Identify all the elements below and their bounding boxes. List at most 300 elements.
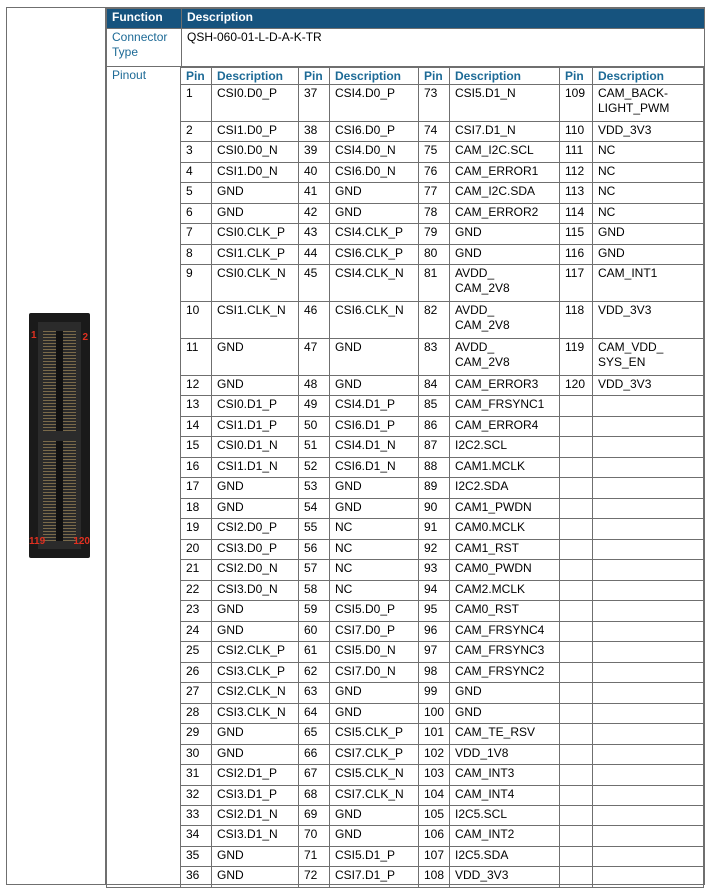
pin-number: 16 xyxy=(181,457,212,477)
table-row xyxy=(181,519,704,539)
pin-number: 42 xyxy=(299,203,330,223)
table-row xyxy=(181,785,704,805)
pin-number: 111 xyxy=(560,142,593,162)
table-row xyxy=(181,724,704,744)
pin-description: CSI3.D0_N xyxy=(212,580,299,600)
table-row xyxy=(181,244,704,264)
pin-number: 104 xyxy=(419,785,450,805)
pin-number: 10 xyxy=(181,302,212,339)
pin-number: 52 xyxy=(299,457,330,477)
pin-number xyxy=(560,621,593,641)
pin-description: CAM0.MCLK xyxy=(450,519,560,539)
pin-number: 15 xyxy=(181,437,212,457)
pin-description: CAM_ERROR1 xyxy=(450,162,560,182)
connector-type-value: QSH-060-01-L-D-A-K-TR xyxy=(182,29,705,67)
pin-description xyxy=(593,867,704,888)
pin-description: NC xyxy=(593,142,704,162)
pin-description: CSI4.CLK_P xyxy=(330,224,419,244)
pin-number: 18 xyxy=(181,498,212,518)
pin-description: CAM2.MCLK xyxy=(450,580,560,600)
pin-number: 98 xyxy=(419,662,450,682)
pin-description xyxy=(593,416,704,436)
pin-number: 61 xyxy=(299,642,330,662)
pin-description: CSI7.D0_P xyxy=(330,621,419,641)
pin-description: GND xyxy=(212,601,299,621)
pin-number: 31 xyxy=(181,765,212,785)
pin-description: NC xyxy=(330,560,419,580)
pin-number: 87 xyxy=(419,437,450,457)
table-row xyxy=(181,765,704,785)
pin-number: 25 xyxy=(181,642,212,662)
pin-number: 34 xyxy=(181,826,212,846)
pin-description: VDD_3V3 xyxy=(450,867,560,888)
pin-description: GND xyxy=(212,183,299,203)
pin-description: CAM_I2C.SDA xyxy=(450,183,560,203)
pin-description: CSI5.D0_N xyxy=(330,642,419,662)
pin-description: I2C2.SDA xyxy=(450,478,560,498)
pin-number: 30 xyxy=(181,744,212,764)
pin-number xyxy=(560,724,593,744)
photo-label-pin-119: 119 xyxy=(29,536,46,547)
pin-number: 72 xyxy=(299,867,330,888)
pin-number: 44 xyxy=(299,244,330,264)
pin-number: 93 xyxy=(419,560,450,580)
pin-number: 54 xyxy=(299,498,330,518)
table-row xyxy=(181,867,704,888)
pin-description: CSI6.CLK_P xyxy=(330,244,419,264)
pin-description: CSI4.D1_N xyxy=(330,437,419,457)
pin-description: CSI2.CLK_P xyxy=(212,642,299,662)
pin-number: 58 xyxy=(299,580,330,600)
pin-description: CSI6.D0_N xyxy=(330,162,419,182)
pin-description: GND xyxy=(212,621,299,641)
pin-number: 65 xyxy=(299,724,330,744)
pin-number: 32 xyxy=(181,785,212,805)
pin-description: CAM0_RST xyxy=(450,601,560,621)
pin-description: GND xyxy=(330,375,419,395)
pin-number: 56 xyxy=(299,539,330,559)
pin-description: GND xyxy=(212,867,299,888)
pin-number: 19 xyxy=(181,519,212,539)
pin-number: 40 xyxy=(299,162,330,182)
pin-number xyxy=(560,519,593,539)
col-pin-3: Pin xyxy=(419,68,450,85)
table-row xyxy=(181,621,704,641)
pin-number: 14 xyxy=(181,416,212,436)
table-row xyxy=(181,302,704,339)
pin-number: 103 xyxy=(419,765,450,785)
pin-description: CSI2.D0_N xyxy=(212,560,299,580)
pin-description: GND xyxy=(330,683,419,703)
pin-number: 51 xyxy=(299,437,330,457)
pin-number xyxy=(560,703,593,723)
main-table-area xyxy=(106,8,704,888)
pin-description: GND xyxy=(212,338,299,375)
pin-number xyxy=(560,498,593,518)
pin-description xyxy=(593,806,704,826)
pin-description: CAM_INT1 xyxy=(593,265,704,302)
pin-description: GND xyxy=(330,703,419,723)
pin-number xyxy=(560,642,593,662)
pin-number: 9 xyxy=(181,265,212,302)
pin-number: 85 xyxy=(419,396,450,416)
pin-description: GND xyxy=(330,478,419,498)
pin-description: CSI0.D1_P xyxy=(212,396,299,416)
pin-number: 108 xyxy=(419,867,450,888)
pin-number: 28 xyxy=(181,703,212,723)
pin-description xyxy=(593,642,704,662)
pin-description: CSI0.CLK_P xyxy=(212,224,299,244)
pin-description: I2C5.SDA xyxy=(450,846,560,866)
table-row xyxy=(181,662,704,682)
col-desc-1: Description xyxy=(212,68,299,85)
pin-number: 60 xyxy=(299,621,330,641)
pin-description: CSI1.D1_N xyxy=(212,457,299,477)
pin-number: 62 xyxy=(299,662,330,682)
pin-description xyxy=(593,396,704,416)
pin-description: CSI2.D0_P xyxy=(212,519,299,539)
pin-description: GND xyxy=(330,203,419,223)
pin-description: GND xyxy=(450,224,560,244)
pin-number: 29 xyxy=(181,724,212,744)
pin-description: NC xyxy=(330,539,419,559)
pin-number: 41 xyxy=(299,183,330,203)
pin-number: 81 xyxy=(419,265,450,302)
pin-description xyxy=(593,785,704,805)
connector-photo xyxy=(29,313,90,558)
pin-description: CSI2.D1_P xyxy=(212,765,299,785)
table-row xyxy=(181,539,704,559)
pin-number: 91 xyxy=(419,519,450,539)
pin-number: 97 xyxy=(419,642,450,662)
pin-number: 64 xyxy=(299,703,330,723)
pin-number: 48 xyxy=(299,375,330,395)
pin-description: CSI4.D0_P xyxy=(330,85,419,122)
pin-description: VDD_3V3 xyxy=(593,121,704,141)
pin-number: 59 xyxy=(299,601,330,621)
pin-description: NC xyxy=(593,183,704,203)
photo-label-pin-120: 120 xyxy=(73,536,90,547)
pin-description: CSI3.CLK_N xyxy=(212,703,299,723)
pin-number: 4 xyxy=(181,162,212,182)
pin-number: 55 xyxy=(299,519,330,539)
pin-description: GND xyxy=(330,183,419,203)
pin-number xyxy=(560,683,593,703)
table-row xyxy=(181,744,704,764)
pin-description: CSI3.CLK_P xyxy=(212,662,299,682)
pin-number: 7 xyxy=(181,224,212,244)
pin-number xyxy=(560,601,593,621)
pin-description: CAM_INT2 xyxy=(450,826,560,846)
table-row xyxy=(181,580,704,600)
pin-description: CSI0.D1_N xyxy=(212,437,299,457)
photo-label-pin-1: 1 xyxy=(31,330,37,341)
pin-number: 21 xyxy=(181,560,212,580)
table-row xyxy=(181,142,704,162)
pin-number: 84 xyxy=(419,375,450,395)
pin-number: 99 xyxy=(419,683,450,703)
pin-description: GND xyxy=(450,683,560,703)
pin-description xyxy=(593,601,704,621)
table-row xyxy=(181,265,704,302)
pin-description xyxy=(593,703,704,723)
pin-description: CAM1_RST xyxy=(450,539,560,559)
pinout-table xyxy=(180,67,704,888)
pin-number: 68 xyxy=(299,785,330,805)
pin-description xyxy=(593,560,704,580)
pin-number: 50 xyxy=(299,416,330,436)
pin-description: CAM1_PWDN xyxy=(450,498,560,518)
pin-description: CAM_ERROR2 xyxy=(450,203,560,223)
pin-number: 113 xyxy=(560,183,593,203)
pin-description: CAM_BACK- LIGHT_PWM xyxy=(593,85,704,122)
pin-number: 24 xyxy=(181,621,212,641)
table-row xyxy=(181,224,704,244)
pin-description: NC xyxy=(330,519,419,539)
pin-description: CSI2.D1_N xyxy=(212,806,299,826)
pin-number: 101 xyxy=(419,724,450,744)
pin-number: 95 xyxy=(419,601,450,621)
pin-description: GND xyxy=(593,244,704,264)
pin-number: 83 xyxy=(419,338,450,375)
pin-number: 119 xyxy=(560,338,593,375)
pin-description: CSI3.D1_P xyxy=(212,785,299,805)
table-row xyxy=(181,338,704,375)
pin-description: NC xyxy=(593,162,704,182)
col-desc-2: Description xyxy=(330,68,419,85)
col-pin-2: Pin xyxy=(299,68,330,85)
pin-number xyxy=(560,826,593,846)
pin-description xyxy=(593,846,704,866)
pin-description: CSI5.D1_N xyxy=(450,85,560,122)
pin-number: 22 xyxy=(181,580,212,600)
pin-number: 116 xyxy=(560,244,593,264)
pin-description: VDD_1V8 xyxy=(450,744,560,764)
pin-number: 110 xyxy=(560,121,593,141)
pin-description: CSI4.D0_N xyxy=(330,142,419,162)
pin-description: CAM_VDD_ SYS_EN xyxy=(593,338,704,375)
table-row xyxy=(181,457,704,477)
table-row xyxy=(181,121,704,141)
pin-number: 13 xyxy=(181,396,212,416)
pin-description: CAM_FRSYNC4 xyxy=(450,621,560,641)
pin-number: 47 xyxy=(299,338,330,375)
pin-description xyxy=(593,765,704,785)
pin-description: NC xyxy=(330,580,419,600)
pin-number: 88 xyxy=(419,457,450,477)
pin-description: CSI6.CLK_N xyxy=(330,302,419,339)
pin-description: CSI4.D1_P xyxy=(330,396,419,416)
pin-description xyxy=(593,539,704,559)
pin-description xyxy=(593,457,704,477)
pin-description: CSI0.D0_N xyxy=(212,142,299,162)
pin-number: 106 xyxy=(419,826,450,846)
pin-description: CAM_FRSYNC3 xyxy=(450,642,560,662)
pin-number: 107 xyxy=(419,846,450,866)
header-table xyxy=(106,8,705,67)
pin-description: I2C5.SCL xyxy=(450,806,560,826)
table-row xyxy=(181,683,704,703)
table-row xyxy=(181,826,704,846)
pin-description: CSI7.CLK_N xyxy=(330,785,419,805)
pin-number: 37 xyxy=(299,85,330,122)
pin-description: GND xyxy=(330,806,419,826)
pin-number xyxy=(560,806,593,826)
pin-number: 43 xyxy=(299,224,330,244)
pin-description: GND xyxy=(212,478,299,498)
pin-description xyxy=(593,519,704,539)
pin-number xyxy=(560,765,593,785)
pin-description: CAM_INT3 xyxy=(450,765,560,785)
pin-number: 53 xyxy=(299,478,330,498)
table-row xyxy=(181,85,704,122)
pin-number: 78 xyxy=(419,203,450,223)
description-header: Description xyxy=(182,9,705,29)
pin-description: NC xyxy=(593,203,704,223)
pin-description: CSI0.CLK_N xyxy=(212,265,299,302)
pin-number xyxy=(560,396,593,416)
table-row xyxy=(181,498,704,518)
pin-number: 70 xyxy=(299,826,330,846)
pin-description: GND xyxy=(212,724,299,744)
pin-description: CAM0_PWDN xyxy=(450,560,560,580)
pin-number: 86 xyxy=(419,416,450,436)
col-desc-4: Description xyxy=(593,68,704,85)
pin-description: GND xyxy=(450,244,560,264)
pin-description: CAM_INT4 xyxy=(450,785,560,805)
pin-number: 79 xyxy=(419,224,450,244)
pin-number: 109 xyxy=(560,85,593,122)
pin-description: CAM_ERROR3 xyxy=(450,375,560,395)
col-pin-1: Pin xyxy=(181,68,212,85)
pin-description: CAM_FRSYNC2 xyxy=(450,662,560,682)
pin-number: 82 xyxy=(419,302,450,339)
function-header: Function xyxy=(107,9,182,29)
pin-number xyxy=(560,560,593,580)
pin-number xyxy=(560,785,593,805)
pin-description: CSI7.D1_N xyxy=(450,121,560,141)
pin-description xyxy=(593,580,704,600)
pin-number: 66 xyxy=(299,744,330,764)
pin-description: GND xyxy=(330,498,419,518)
pin-number: 49 xyxy=(299,396,330,416)
pin-number: 73 xyxy=(419,85,450,122)
table-row xyxy=(181,560,704,580)
table-row xyxy=(181,375,704,395)
pin-description: CAM_TE_RSV xyxy=(450,724,560,744)
pin-description: I2C2.SCL xyxy=(450,437,560,457)
pin-description: GND xyxy=(593,224,704,244)
pin-number: 33 xyxy=(181,806,212,826)
col-pin-4: Pin xyxy=(560,68,593,85)
pin-number: 26 xyxy=(181,662,212,682)
pin-description xyxy=(593,437,704,457)
pin-number xyxy=(560,478,593,498)
pin-number: 71 xyxy=(299,846,330,866)
pin-number xyxy=(560,744,593,764)
pin-description: CSI1.CLK_N xyxy=(212,302,299,339)
pin-number: 92 xyxy=(419,539,450,559)
pin-description: CSI1.D0_P xyxy=(212,121,299,141)
pin-number: 1 xyxy=(181,85,212,122)
pin-description: CAM_FRSYNC1 xyxy=(450,396,560,416)
pin-number xyxy=(560,457,593,477)
pin-number: 23 xyxy=(181,601,212,621)
pin-number: 27 xyxy=(181,683,212,703)
pinout-label: Pinout xyxy=(112,68,147,82)
pin-description: AVDD_ CAM_2V8 xyxy=(450,302,560,339)
pin-number: 94 xyxy=(419,580,450,600)
pin-description: CSI0.D0_P xyxy=(212,85,299,122)
pin-description xyxy=(593,662,704,682)
pin-description xyxy=(593,683,704,703)
pin-number: 57 xyxy=(299,560,330,580)
pin-description: CSI5.CLK_N xyxy=(330,765,419,785)
photo-label-pin-2: 2 xyxy=(82,332,88,343)
pin-description: CSI7.CLK_P xyxy=(330,744,419,764)
pin-number: 39 xyxy=(299,142,330,162)
pin-number: 35 xyxy=(181,846,212,866)
pin-description: CSI5.D0_P xyxy=(330,601,419,621)
pin-description: CSI3.D1_N xyxy=(212,826,299,846)
pin-number xyxy=(560,580,593,600)
pin-description: CAM1.MCLK xyxy=(450,457,560,477)
pin-description: GND xyxy=(212,846,299,866)
pin-number: 100 xyxy=(419,703,450,723)
pin-number xyxy=(560,662,593,682)
pin-description: CSI4.CLK_N xyxy=(330,265,419,302)
table-row xyxy=(181,437,704,457)
table-row xyxy=(181,806,704,826)
pin-number: 17 xyxy=(181,478,212,498)
pin-number: 6 xyxy=(181,203,212,223)
pin-number: 63 xyxy=(299,683,330,703)
pin-number xyxy=(560,846,593,866)
pin-number: 80 xyxy=(419,244,450,264)
pin-description: CSI1.D0_N xyxy=(212,162,299,182)
pin-description: CSI6.D1_P xyxy=(330,416,419,436)
pin-description: CSI7.D1_P xyxy=(330,867,419,888)
pin-number: 46 xyxy=(299,302,330,339)
pin-description: VDD_3V3 xyxy=(593,375,704,395)
pin-number: 8 xyxy=(181,244,212,264)
pin-number: 45 xyxy=(299,265,330,302)
pin-description: CSI7.D0_N xyxy=(330,662,419,682)
pin-number: 89 xyxy=(419,478,450,498)
pin-description xyxy=(593,478,704,498)
pin-number xyxy=(560,539,593,559)
pin-description: GND xyxy=(212,498,299,518)
pin-number: 69 xyxy=(299,806,330,826)
pin-number: 2 xyxy=(181,121,212,141)
pin-number: 5 xyxy=(181,183,212,203)
pin-number: 75 xyxy=(419,142,450,162)
pinout-document xyxy=(6,7,705,885)
pin-number: 102 xyxy=(419,744,450,764)
pin-number: 74 xyxy=(419,121,450,141)
table-row xyxy=(181,703,704,723)
pin-number: 117 xyxy=(560,265,593,302)
table-row xyxy=(181,846,704,866)
pin-number xyxy=(560,416,593,436)
pin-description: CSI2.CLK_N xyxy=(212,683,299,703)
pin-description: CSI6.D0_P xyxy=(330,121,419,141)
pin-number: 114 xyxy=(560,203,593,223)
pin-description xyxy=(593,621,704,641)
pin-number: 36 xyxy=(181,867,212,888)
pin-description: GND xyxy=(450,703,560,723)
pin-description xyxy=(593,498,704,518)
